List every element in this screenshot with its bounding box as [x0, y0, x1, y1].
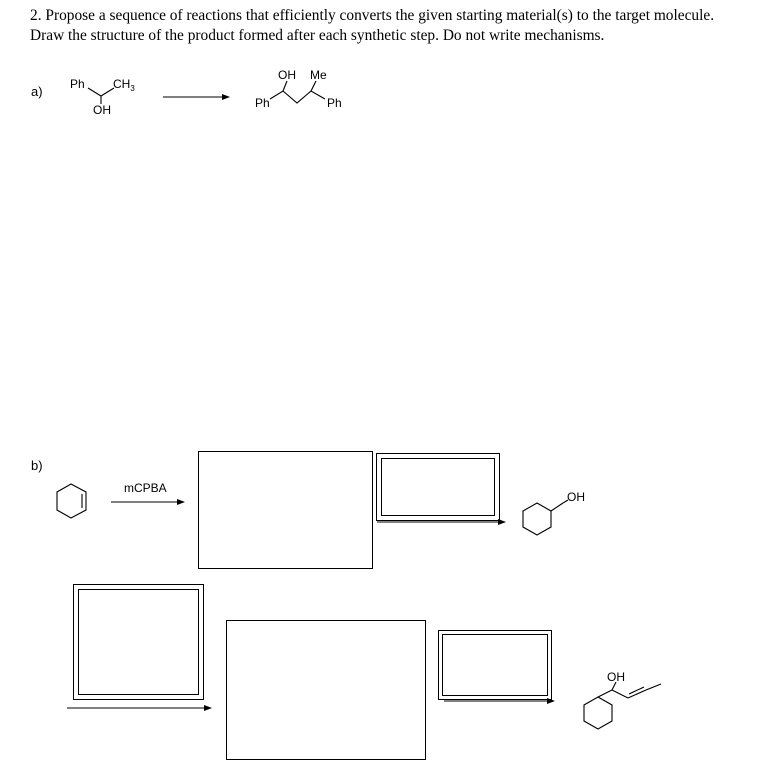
question-line-2: Draw the structure of the product formed after each synthetic step. Do not write mechanisms.	[30, 27, 605, 44]
reagent-mcpba-label: mCPBA	[124, 481, 167, 495]
sm-oh-label: OH	[93, 103, 111, 117]
part-b-label: b)	[31, 458, 43, 473]
target-ph-right-label: Ph	[327, 96, 342, 110]
part-a-label: a)	[31, 84, 43, 99]
target-ph-left-label: Ph	[255, 96, 270, 110]
target-oh-label: OH	[278, 68, 296, 82]
sm-ph-label: Ph	[70, 77, 85, 91]
sm-ch3-label: $CH_3$	[113, 77, 135, 93]
cyclohexene-structure	[57, 484, 86, 518]
product-cyclohexylmethanol	[523, 500, 568, 535]
target-skeleton	[270, 81, 325, 103]
question-line-1: 2. Propose a sequence of reactions that efficiently converts the given starting material(s) to the target molecule.	[30, 7, 715, 24]
target-me-label: Me	[310, 68, 327, 82]
target-b-structure	[584, 682, 661, 729]
sm-skeleton	[88, 88, 114, 104]
product-oh-label: OH	[567, 490, 585, 504]
target-b-oh-label: OH	[607, 670, 625, 684]
